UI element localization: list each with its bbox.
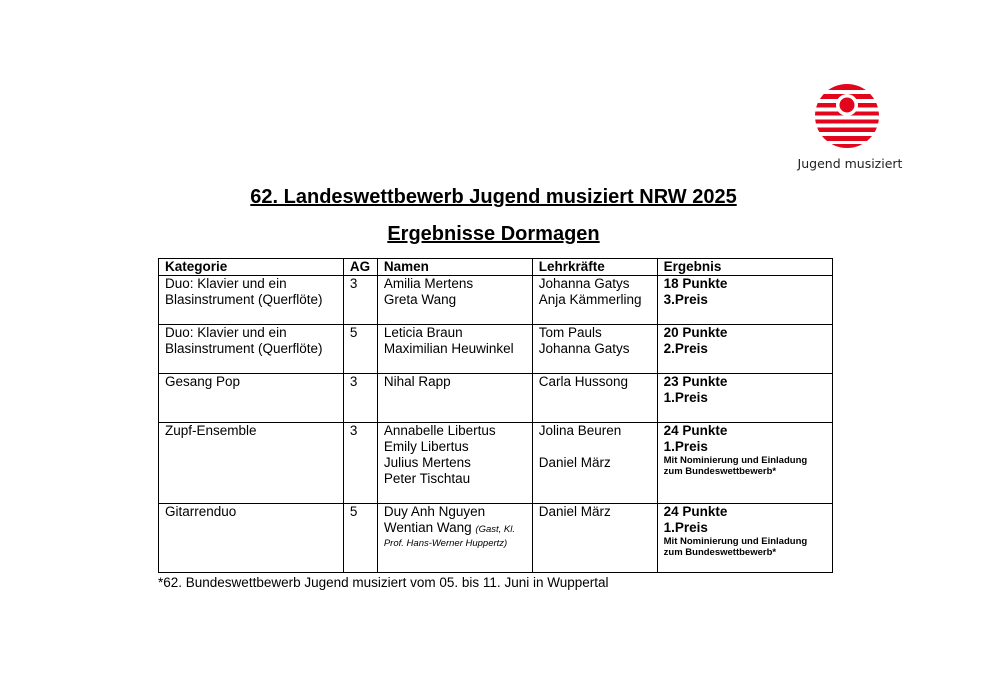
nominierung-note: Mit Nominierung und Einladung [663,536,808,547]
cell-namen: Nihal Rapp [377,374,532,423]
cell-ag: 5 [343,504,377,573]
cell-kategorie: Duo: Klavier und ein Blasinstrument (Querflöte) [159,325,344,374]
cell-namen: Duy Anh Nguyen Wentian Wang (Gast, Kl. Prof. Hans-Werner Huppertz) [377,504,532,573]
table-row [159,423,833,504]
cell-lehrkraefte: Carla Hussong [532,374,657,423]
table-row [159,504,833,573]
table-header-row [159,259,833,276]
cell-namen: Amilia Mertens Greta Wang [377,276,532,325]
nominierung-note: zum Bundeswettbewerb* [663,466,777,477]
table-row [159,325,833,374]
nominierung-note: Mit Nominierung und Einladung [663,455,808,466]
nominierung-note: zum Bundeswettbewerb* [663,547,777,558]
table-row [159,374,833,423]
page-title: 62. Landeswettbewerb Jugend musiziert NRW 2025 [250,186,737,208]
cell-ergebnis: 24 Punkte 1.Preis Mit Nominierung und Einladung zum Bundeswettbewerb* [657,504,832,573]
cell-ergebnis: 23 Punkte 1.Preis [657,374,832,423]
cell-ag: 5 [343,325,377,374]
cell-ergebnis: 18 Punkte 3.Preis [657,276,832,325]
cell-lehrkraefte: Daniel März [532,504,657,573]
cell-lehrkraefte: Johanna Gatys Anja Kämmerling [532,276,657,325]
cell-kategorie: Gesang Pop [159,374,344,423]
header-namen: Namen [377,259,532,276]
cell-kategorie: Gitarrenduo [159,504,344,573]
cell-ag: 3 [343,423,377,504]
cell-ergebnis: 20 Punkte 2.Preis [657,325,832,374]
header-ag: AG [343,259,377,276]
cell-kategorie: Zupf-Ensemble [159,423,344,504]
cell-lehrkraefte: Jolina Beuren Daniel März [532,423,657,504]
logo-text: Jugend musiziert [797,156,903,171]
cell-ag: 3 [343,276,377,325]
table-row [159,276,833,325]
header-ergebnis: Ergebnis [657,259,832,276]
cell-ergebnis: 24 Punkte 1.Preis Mit Nominierung und Einladung zum Bundeswettbewerb* [657,423,832,504]
cell-ag: 3 [343,374,377,423]
results-table [158,258,833,573]
cell-lehrkraefte: Tom Pauls Johanna Gatys [532,325,657,374]
cell-kategorie: Duo: Klavier und ein Blasinstrument (Querflöte) [159,276,344,325]
logo-sun-icon [810,84,884,148]
guest-note: Prof. Hans-Werner Huppertz) [383,538,508,549]
page-subtitle: Ergebnisse Dormagen [387,223,600,245]
header-lehrkraefte: Lehrkräfte [532,259,657,276]
cell-namen: Annabelle Libertus Emily Libertus Julius Mertens Peter Tischtau [377,423,532,504]
header-kategorie: Kategorie [159,259,344,276]
footnote: *62. Bundeswettbewerb Jugend musiziert vom 05. bis 11. Juni in Wuppertal [158,575,609,590]
guest-note: (Gast, Kl. [475,524,515,535]
cell-namen: Leticia Braun Maximilian Heuwinkel [377,325,532,374]
